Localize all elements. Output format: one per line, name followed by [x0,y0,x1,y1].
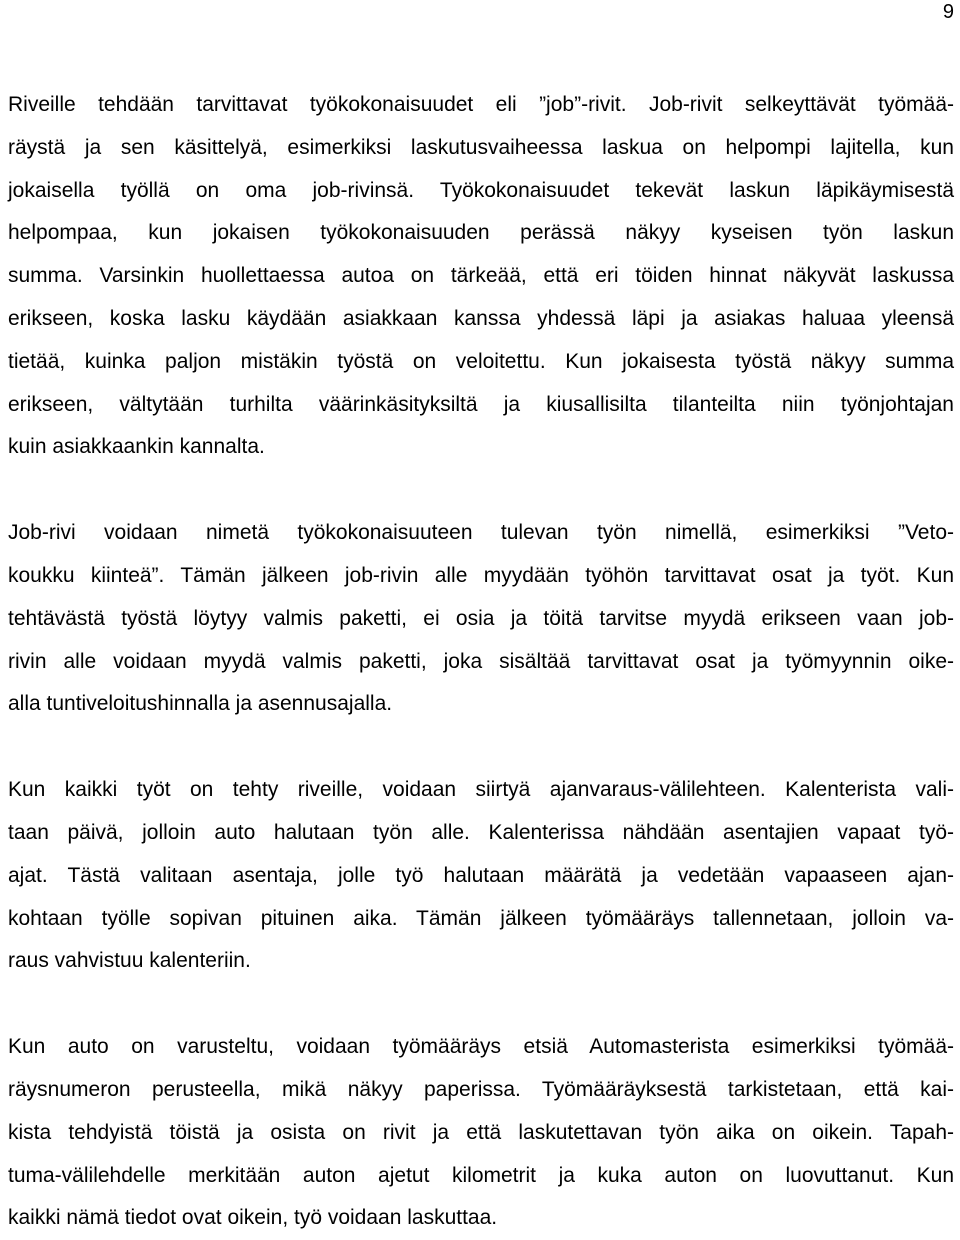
text-line: taan päivä, jolloin auto halutaan työn alle. Kalenterissa nähdään asentajien vapaat työ- [8,820,954,844]
text-line: kaikki nämä tiedot ovat oikein, työ voidaan laskuttaa. [8,1206,498,1230]
text-line: ajat. Tästä valitaan asentaja, jolle työ halutaan määrätä ja vedetään vapaaseen ajan- [8,863,954,887]
paragraph-invoicing [8,1026,954,1240]
text-line: Kun auto on varusteltu, voidaan työmääräys etsiä Automasterista esimerkiksi työmää- [8,1035,954,1059]
text-line: räysnumeron perusteella, mikä näkyy paperissa. Työmääräyksestä tarkistetaan, että kai- [8,1077,954,1101]
page-number: 9 [942,1,954,23]
text-line: Riveille tehdään tarvittavat työkokonaisuudet eli ”job”-rivit. Job-rivit selkeyttävät työmää- [8,93,954,116]
document-body [8,84,954,1240]
paragraph-job-row-naming [8,512,954,726]
text-line: räystä ja sen käsittelyä, esimerkiksi laskutusvaiheessa laskua on helpompi lajitella, kun [8,135,954,159]
text-line: kohtaan työlle sopivan pituinen aika. Tämän jälkeen työmääräys tallennetaan, jolloin va- [8,906,954,930]
text-line: raus vahvistuu kalenteriin. [8,949,251,973]
text-line: tuma-välilehdelle merkitään auton ajetut kilometrit ja kuka auton on luovuttanut. Kun [8,1163,954,1187]
text-line: tehtävästä työstä löytyy valmis paketti, ei osia ja töitä tarvitse myydä erikseen vaan job- [8,606,954,630]
text-line: koukku kiinteä”. Tämän jälkeen job-rivin alle myydään työhön tarvittavat osat ja työt. Kun [8,563,954,587]
text-line: erikseen, vältytään turhilta väärinkäsityksiltä ja kiusallisilta tilanteilta niin työnjohtajan [8,392,954,416]
text-line: rivin alle voidaan myydä valmis paketti, joka sisältää tarvittavat osat ja työmyynnin oike- [8,649,954,673]
text-line: erikseen, koska lasku käydään asiakkaan kanssa yhdessä läpi ja asiakas haluaa yleensä [8,306,954,330]
text-line: tietää, kuinka paljon mistäkin työstä on veloitettu. Kun jokaisesta työstä näkyy summa [8,349,954,373]
text-line: Kun kaikki työt on tehty riveille, voidaan siirtyä ajanvaraus-välilehteen. Kalenterista vali- [8,778,954,802]
text-line: summa. Varsinkin huollettaessa autoa on tärkeää, että eri töiden hinnat näkyvät laskussa [8,264,954,288]
text-line: kista tehdyistä töistä ja osista on rivit ja että laskutettavan työn aika on oikein. Tapah- [8,1120,954,1144]
text-line: alla tuntiveloitushinnalla ja asennusajalla. [8,692,393,716]
paragraph-job-rows [8,84,954,469]
text-line: helpompaa, kun jokaisen työkokonaisuuden perässä näkyy kyseisen työn laskun [8,221,954,245]
text-line: kuin asiakkaankin kannalta. [8,435,265,459]
text-line: jokaisella työllä on oma job-rivinsä. Työkokonaisuudet tekevät laskun läpikäymisestä [8,178,954,202]
paragraph-booking [8,769,954,983]
text-line: Job-rivi voidaan nimetä työkokonaisuuteen tulevan työn nimellä, esimerkiksi ”Veto- [8,521,954,545]
